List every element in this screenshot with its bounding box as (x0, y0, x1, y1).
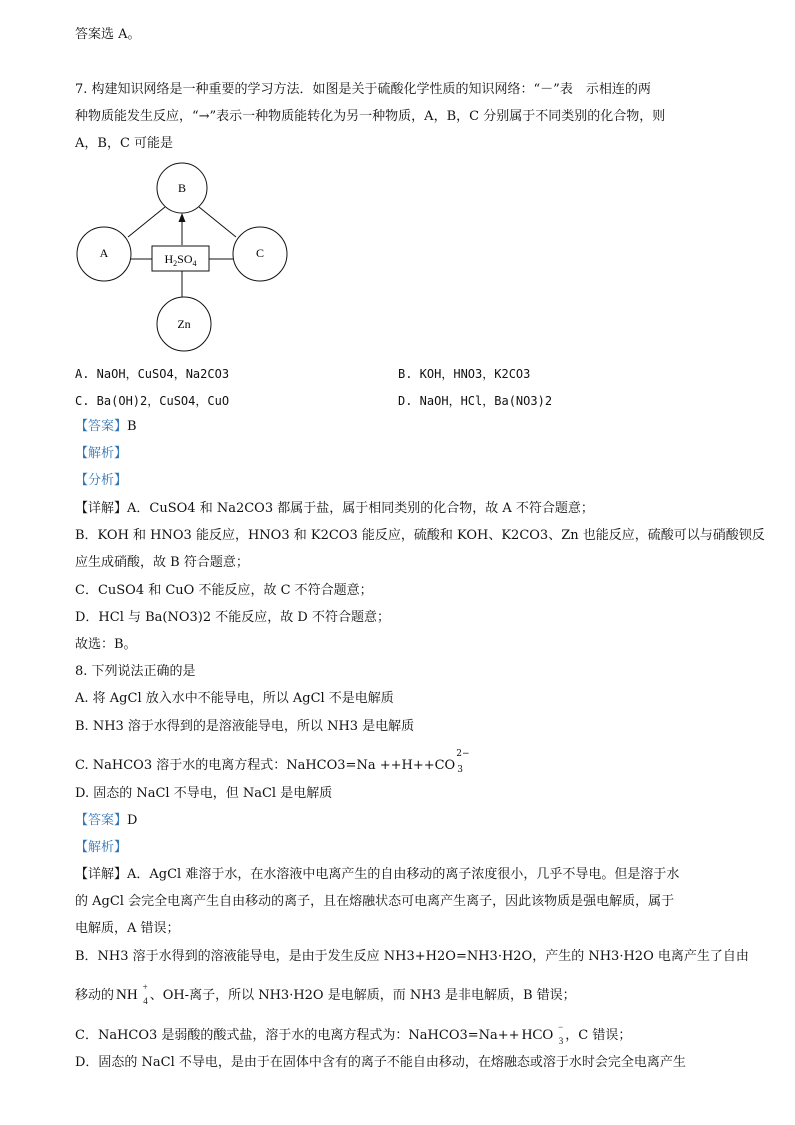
node-b-label: B (177, 181, 187, 195)
q8-answer (75, 812, 137, 830)
q7-option-b: B. KOH，HNO3，K2CO3 (398, 367, 531, 381)
bicarbonate-charge: − (558, 1022, 564, 1032)
q8-detail-b-pre: 移动的 (75, 988, 115, 1003)
arrowhead-to-b (179, 213, 186, 222)
q7-analysis-heading: 【分析】 (75, 473, 128, 488)
q8-detail-b-line-1: B．NH3 溶于水得到的溶液能导电，是由于发生反应 NH3+H2O=NH3·H2O，产生的 NH3·H2O 电离产生了自由 (75, 949, 749, 964)
q8-detail-label: 【详解】 (75, 867, 128, 882)
q8-explanation-heading: 【解析】 (75, 840, 128, 855)
bicarbonate-subscript: 3 (558, 1036, 564, 1046)
q7-answer-value: B (127, 419, 137, 434)
q7-option-c: C. Ba(OH)2，CuSO4，CuO (75, 394, 230, 408)
bicarbonate-base: HCO (521, 1027, 554, 1043)
edge-b-c (199, 207, 236, 237)
carbonate-charge: 2− (456, 749, 470, 759)
previous-answer-line: 答案选 A。 (75, 27, 141, 42)
carbonate-ion-marks (455, 749, 470, 775)
q8-option-c (75, 749, 470, 775)
q7-detail-b-line-2: 应生成硝酸，故 B 符合题意； (75, 555, 249, 570)
ammonium-base: NH (116, 987, 138, 1003)
sulfuric-acid-network-diagram (70, 160, 310, 360)
node-c-label: C (255, 246, 265, 260)
q7-text-line-3: A，B，C 可能是 (75, 136, 174, 151)
q8-detail-d: D．固态的 NaCl 不导电，是由于在固体中含有的离子不能自由移动，在熔融态或溶于水时会完全电离产生 (75, 1055, 686, 1070)
q7-detail-a (75, 500, 594, 518)
q8-detail-a-line-3: 电解质，A 错误； (75, 921, 180, 936)
carbonate-subscript: 3 (457, 765, 463, 775)
q7-detail-a-text: A．CuSO4 和 Na2CO3 都属于盐，属于相同类别的化合物，故 A 不符合题意； (127, 501, 594, 516)
q8-option-c-text: C. NaHCO3 溶于水的电离方程式：NaHCO3=Na ++H++CO (75, 758, 456, 773)
q7-conclusion: 故选：B。 (75, 637, 137, 652)
q8-detail-a-line-1 (75, 866, 679, 884)
ammonium-subscript: 4 (143, 996, 148, 1006)
q8-option-d: D. 固态的 NaCl 不导电，但 NaCl 是电解质 (75, 786, 333, 801)
q7-option-d: D. NaOH，HCl，Ba(NO3)2 (398, 394, 553, 408)
q8-detail-b-post: 、OH-离子，所以 NH3·H2O 是电解质，而 NH3 是非电解质，B 错误； (149, 988, 576, 1003)
bicarbonate-ion (520, 1022, 564, 1046)
q8-question: 8. 下列说法正确的是 (75, 664, 196, 679)
q7-detail-b-line-1: B．KOH 和 HNO3 能反应，HNO3 和 K2CO3 能反应，硫酸和 KOH、K2CO3、Zn 也能反应，硫酸可以与硝酸钡反 (75, 528, 765, 543)
q7-answer-label: 【答案】 (75, 419, 128, 434)
node-a-label: A (99, 246, 109, 260)
q8-detail-a-line-2: 的 AgCl 会完全电离产生自由移动的离子，且在熔融状态可电离产生离子，因此该物质是强电解质，属于 (75, 894, 675, 909)
q8-detail-b-line-2 (75, 982, 576, 1006)
q8-detail-c (75, 1022, 632, 1046)
q8-detail-a-text: A．AgCl 难溶于水，在水溶液中电离产生的自由移动的离子浓度很小，几乎不导电。但是溶于水 (127, 867, 680, 882)
node-zn-label: Zn (177, 317, 191, 331)
q8-answer-value: D (127, 813, 138, 828)
q8-detail-c-pre: C．NaHCO3 是弱酸的酸式盐，溶于水的电离方程式为：NaHCO3=Na++ (75, 1028, 520, 1043)
ammonium-charge: + (142, 982, 148, 992)
q7-detail-d: D．HCl 与 Ba(NO3)2 不能反应，故 D 不符合题意； (75, 610, 390, 625)
q8-detail-c-post: ，C 错误； (565, 1028, 632, 1043)
edge-b-a (128, 207, 165, 237)
q8-option-b: B. NH3 溶于水得到的是溶液能导电，所以 NH3 是电解质 (75, 719, 415, 734)
q7-option-a: A. NaOH，CuSO4，Na2CO3 (75, 367, 230, 381)
q7-detail-label: 【详解】 (75, 501, 128, 516)
node-h2so4-label: $H_2SO_4$ (164, 252, 197, 268)
q7-explanation-heading: 【解析】 (75, 446, 128, 461)
q7-text-line-2: 种物质能发生反应，“→”表示一种物质能转化为另一种物质，A，B，C 分别属于不同类别的化合物，则 (75, 109, 666, 124)
ammonium-ion (114, 982, 148, 1006)
q7-detail-c: C．CuSO4 和 CuO 不能反应，故 C 不符合题意； (75, 583, 373, 598)
q7-answer (75, 418, 137, 436)
q8-option-a: A. 将 AgCl 放入水中不能导电，所以 AgCl 不是电解质 (75, 691, 394, 706)
q7-text-line-1: 7. 构建知识网络是一种重要的学习方法．如图是关于硫酸化学性质的知识网络：“－”表 示相连的两 (75, 82, 651, 97)
q8-answer-label: 【答案】 (75, 813, 128, 828)
